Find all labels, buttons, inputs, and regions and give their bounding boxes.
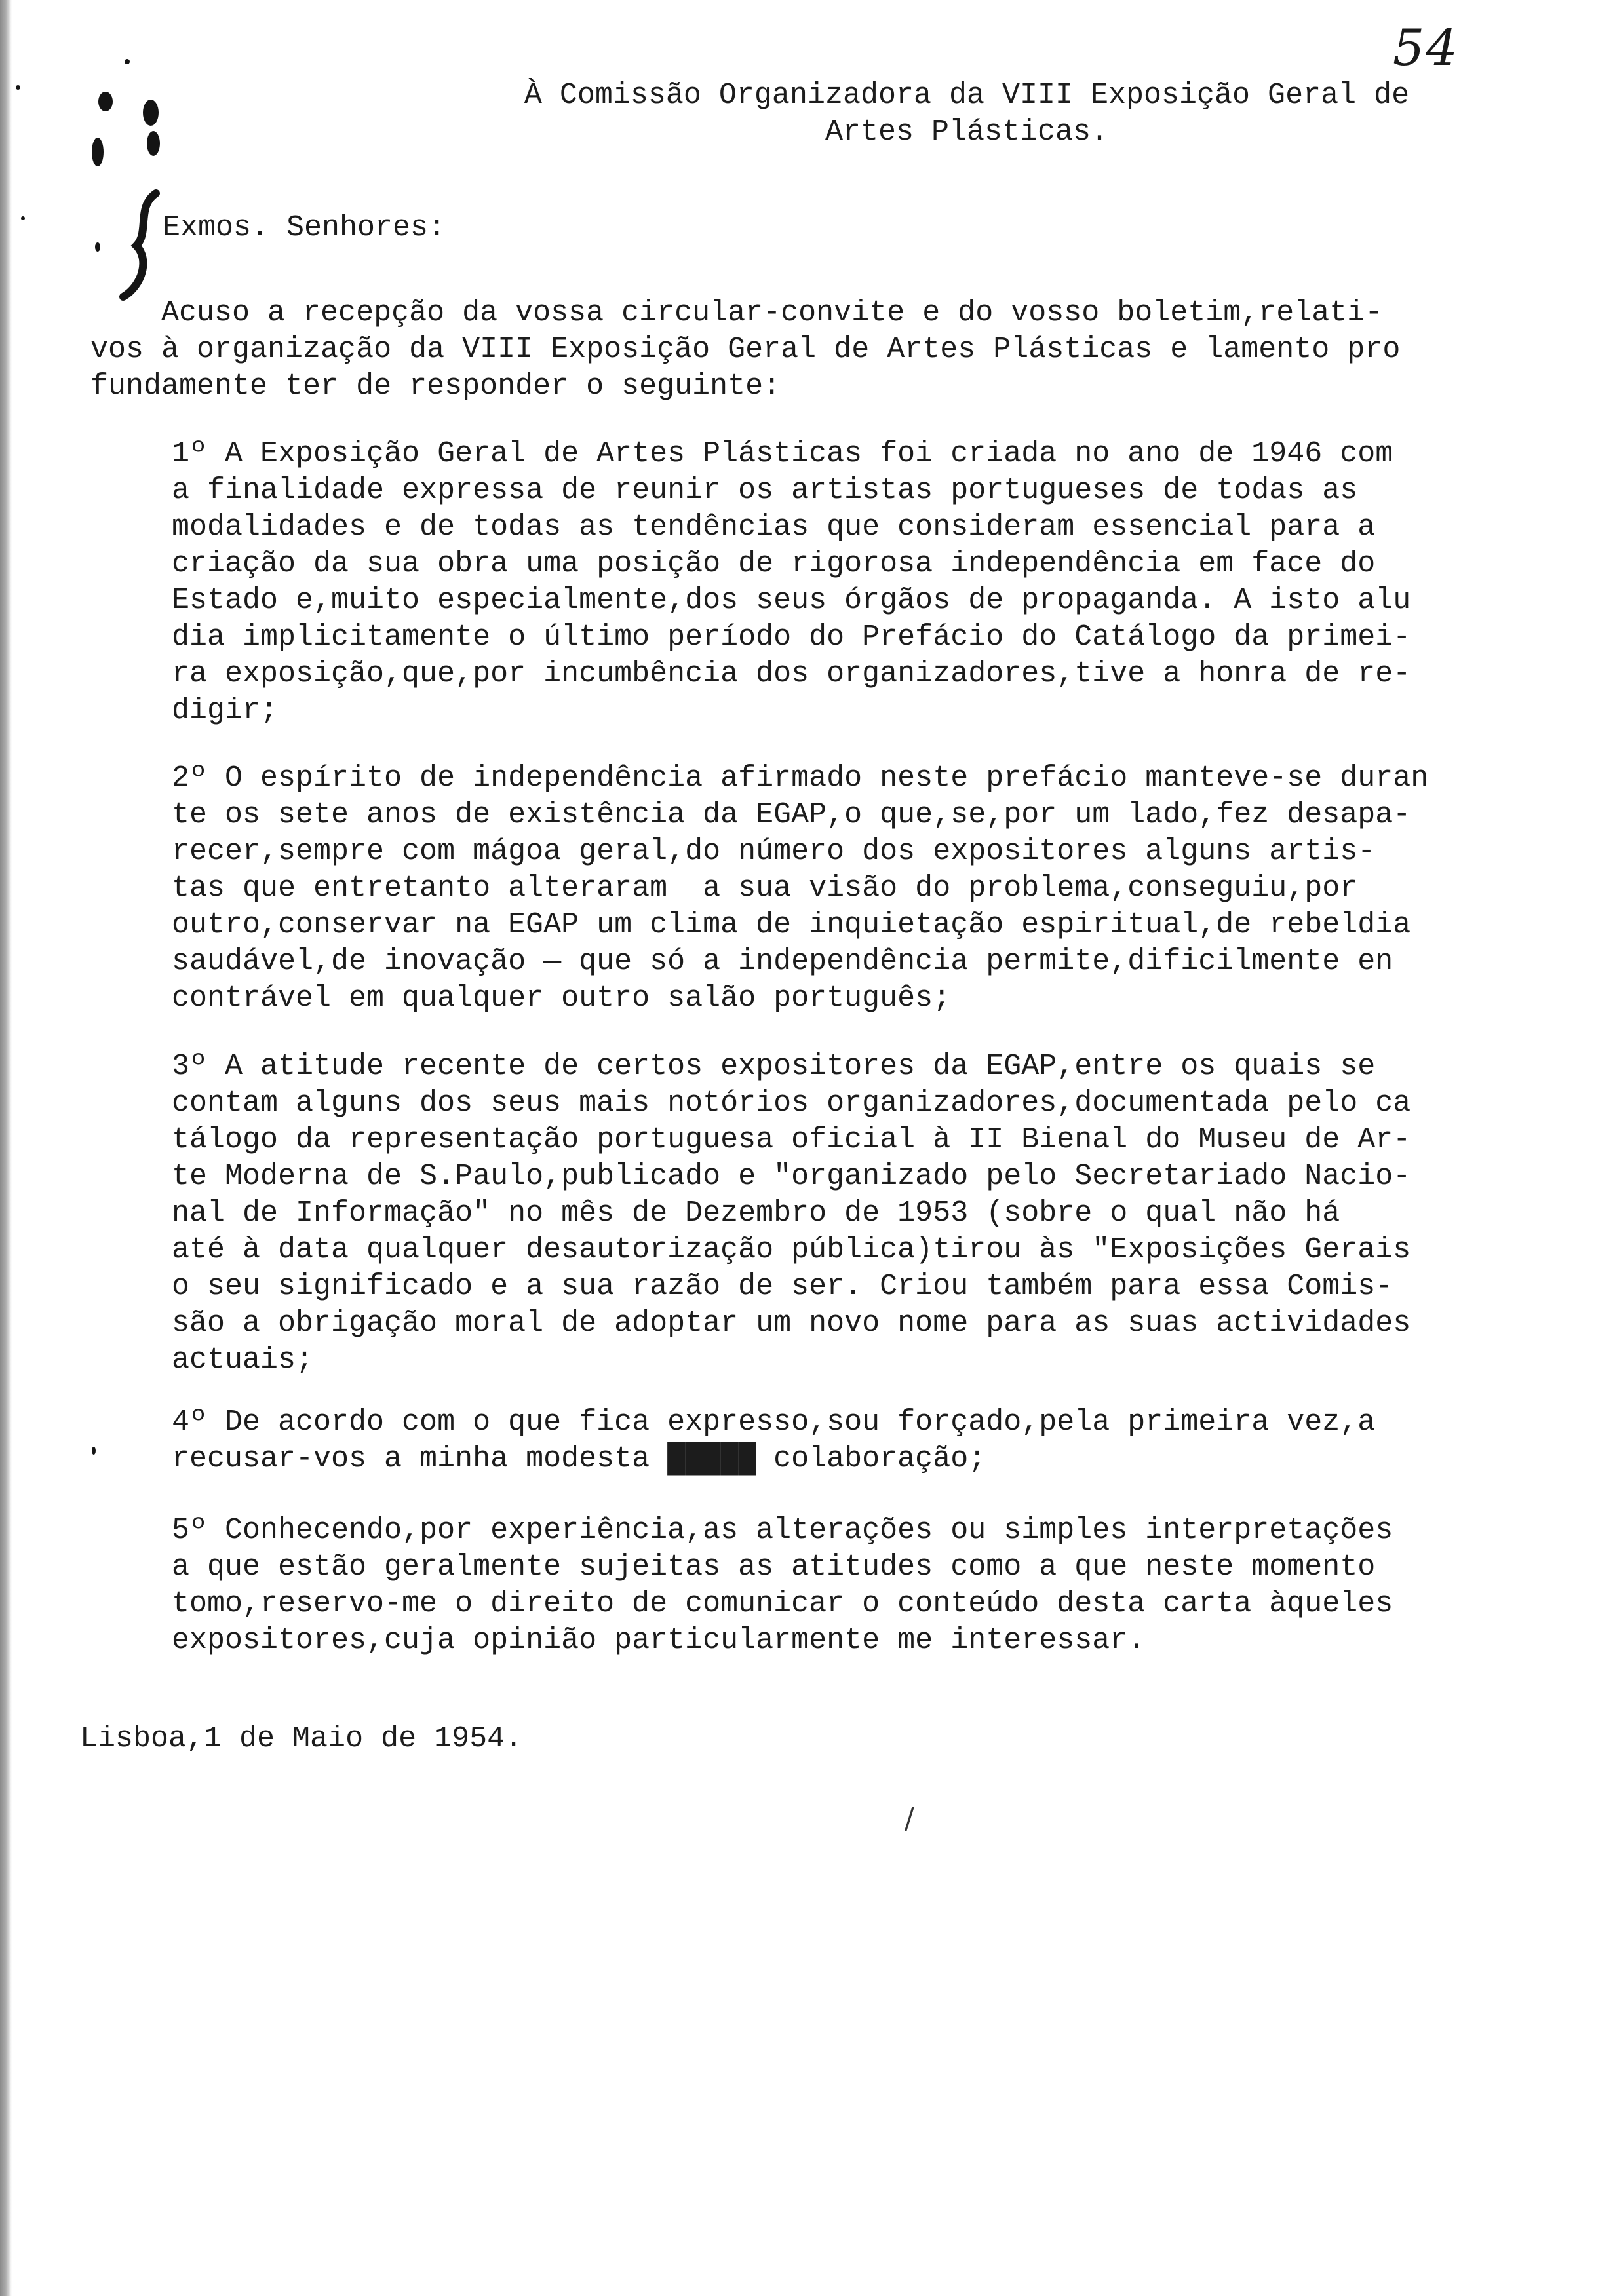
letter-point-4: 4º De acordo com o que fica expresso,sou forçado,pela primeira vez,a recusar-vos a minha modesta █████ colaboração; [172, 1406, 1376, 1476]
letter-point-1: 1º A Exposição Geral de Artes Plásticas foi criada no ano de 1946 com a finalidade expressa de reunir os artistas portugueses de todas as modalidades e de todas as tendências que consideram essencial para a criação da sua obra uma posição de rigorosa independência em face do Estado e,muito especialmente,dos seus órgãos de propaganda. A isto alu dia implicitamente o último período do Prefácio do Catálogo da primei- ra exposição,que,por incumbência dos organizadores,tive a honra de re- digir; [172, 437, 1411, 727]
letter-addressee [393, 77, 1540, 151]
letter-salutation: Exmos. Senhores: [163, 211, 446, 244]
scan-blot [92, 138, 104, 166]
handwritten-page-number: 54 [1393, 18, 1459, 77]
scan-blot [16, 85, 20, 90]
scan-blot [92, 1447, 96, 1455]
letter-intro-paragraph: Acuso a recepção da vossa circular-convite e do vosso boletim,relati- vos à organização da VIII Exposição Geral de Artes Plásticas e lamento pro fundamente ter de responder o seguinte: [90, 296, 1401, 403]
addressee-line-1: À Comissão Organizadora da VIII Exposição Geral de [524, 79, 1410, 112]
letter-point-2: 2º O espírito de independência afirmado neste prefácio manteve-se duran te os sete anos de existência da EGAP,o que,se,por um lado,fez desapa- recer,sempre com mágoa geral,do número dos expositores alguns artis- tas que entretanto alteraram a sua visão do problema,conseguiu,por outro,conservar na EGAP um clima de inquietação espiritual,de rebeldia saudável,de inovação — que só a independência permite,dificilmente en contrável em qualquer outro salão português; [172, 761, 1429, 1015]
scan-blot [125, 59, 130, 64]
letter-point-3: 3º A atitude recente de certos expositores da EGAP,entre os quais se contam alguns dos seus mais notórios organizadores,documentada pelo ca tálogo da representação portuguesa oficial à II Bienal do Museu de Ar- te Moderna de S.Paulo,publicado e "organizado pelo Secretariado Nacio- nal de Informação" no mês de Dezembro de 1953 (sobre o qual não há até à data qualquer desautorização pública)tirou às "Exposições Gerais o seu significado e a sua razão de ser. Criou também para essa Comis- são a obrigação moral de adoptar um novo nome para as suas actividades actuais; [172, 1050, 1411, 1377]
handwritten-brace-mark [110, 187, 169, 305]
letter-dateline: Lisboa,1 de Maio de 1954. [80, 1722, 523, 1755]
scan-blot [147, 131, 160, 156]
scan-blot [143, 100, 159, 126]
scan-blot [95, 242, 100, 252]
scan-edge-shadow [0, 0, 12, 2296]
stray-pen-mark: / [905, 1802, 914, 1835]
scan-blot [98, 92, 113, 111]
scan-blot [21, 216, 25, 220]
letter-point-5: 5º Conhecendo,por experiência,as alterações ou simples interpretações a que estão geralmente sujeitas as atitudes como a que neste momento tomo,reservo-me o direito de comunicar o conteúdo desta carta àqueles expositores,cuja opinião particularmente me interessar. [172, 1514, 1393, 1657]
addressee-line-2: Artes Plásticas. [825, 115, 1109, 149]
